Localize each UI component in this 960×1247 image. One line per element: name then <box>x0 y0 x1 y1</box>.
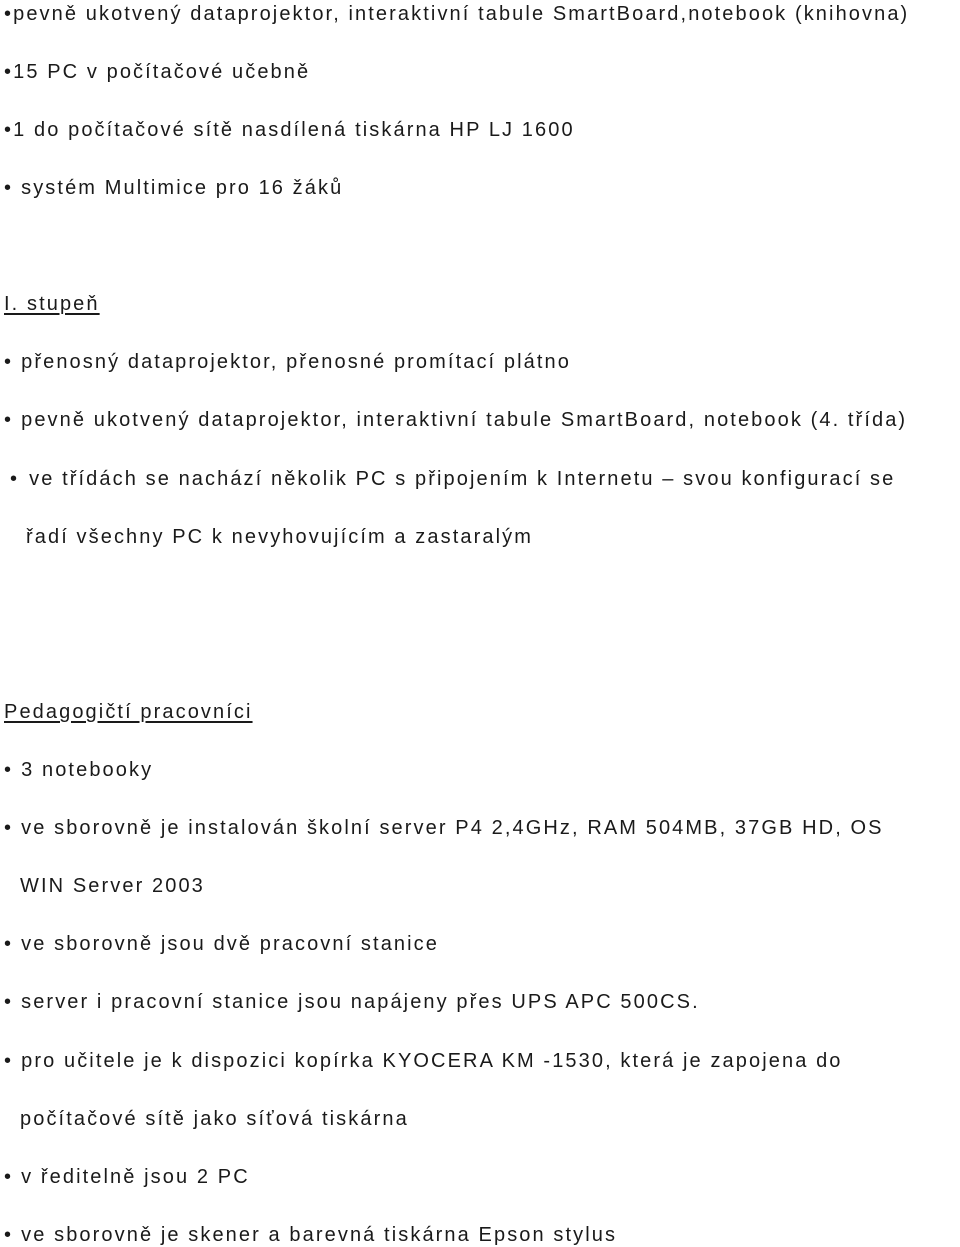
list-item: •1 do počítačové sítě nasdílená tiskárna HP LJ 1600 <box>4 119 575 141</box>
list-item: • v ředitelně jsou 2 PC <box>4 1166 250 1188</box>
list-item: • ve sborovně jsou dvě pracovní stanice <box>4 933 440 955</box>
bullet-icon: • <box>4 3 14 25</box>
bullet-icon: • <box>4 177 14 199</box>
list-item: • server i pracovní stanice jsou napájeny přes UPS APC 500CS. <box>4 991 700 1013</box>
bullet-icon: • <box>4 1050 14 1072</box>
bullet-icon: • <box>4 351 14 373</box>
list-item: • ve sborovně je skener a barevná tiskárna Epson stylus <box>4 1224 618 1246</box>
bullet-icon: • <box>4 61 14 83</box>
list-item: • ve sborovně je instalován školní server P4 2,4GHz, RAM 504MB, 37GB HD, OS <box>4 817 884 839</box>
section-heading-teachers: Pedagogičtí pracovníci <box>4 701 253 723</box>
list-item-continuation: řadí všechny PC k nevyhovujícím a zastaralým <box>26 526 533 548</box>
bullet-icon: • <box>4 933 14 955</box>
bullet-icon: • <box>4 759 14 781</box>
list-item: •pevně ukotvený dataprojektor, interaktivní tabule SmartBoard,notebook (knihovna) <box>4 3 910 25</box>
bullet-icon: • <box>10 468 20 490</box>
bullet-icon: • <box>4 409 14 431</box>
section-heading-stage1: I. stupeň <box>4 293 100 315</box>
bullet-icon: • <box>4 1166 14 1188</box>
list-item: • ve třídách se nachází několik PC s připojením k Internetu – svou konfigurací se <box>10 468 896 490</box>
list-item: • pro učitele je k dispozici kopírka KYOCERA KM -1530, která je zapojena do <box>4 1050 843 1072</box>
bullet-icon: • <box>4 817 14 839</box>
list-item-continuation: WIN Server 2003 <box>20 875 205 897</box>
list-item: • přenosný dataprojektor, přenosné promítací plátno <box>4 351 571 373</box>
bullet-icon: • <box>4 119 14 141</box>
bullet-icon: • <box>4 991 14 1013</box>
list-item-continuation: počítačové sítě jako síťová tiskárna <box>20 1108 409 1130</box>
bullet-icon: • <box>4 1224 14 1246</box>
list-item: • 3 notebooky <box>4 759 154 781</box>
list-item: • systém Multimice pro 16 žáků <box>4 177 344 199</box>
list-item: •15 PC v počítačové učebně <box>4 61 311 83</box>
list-item: • pevně ukotvený dataprojektor, interaktivní tabule SmartBoard, notebook (4. třída) <box>4 409 908 431</box>
